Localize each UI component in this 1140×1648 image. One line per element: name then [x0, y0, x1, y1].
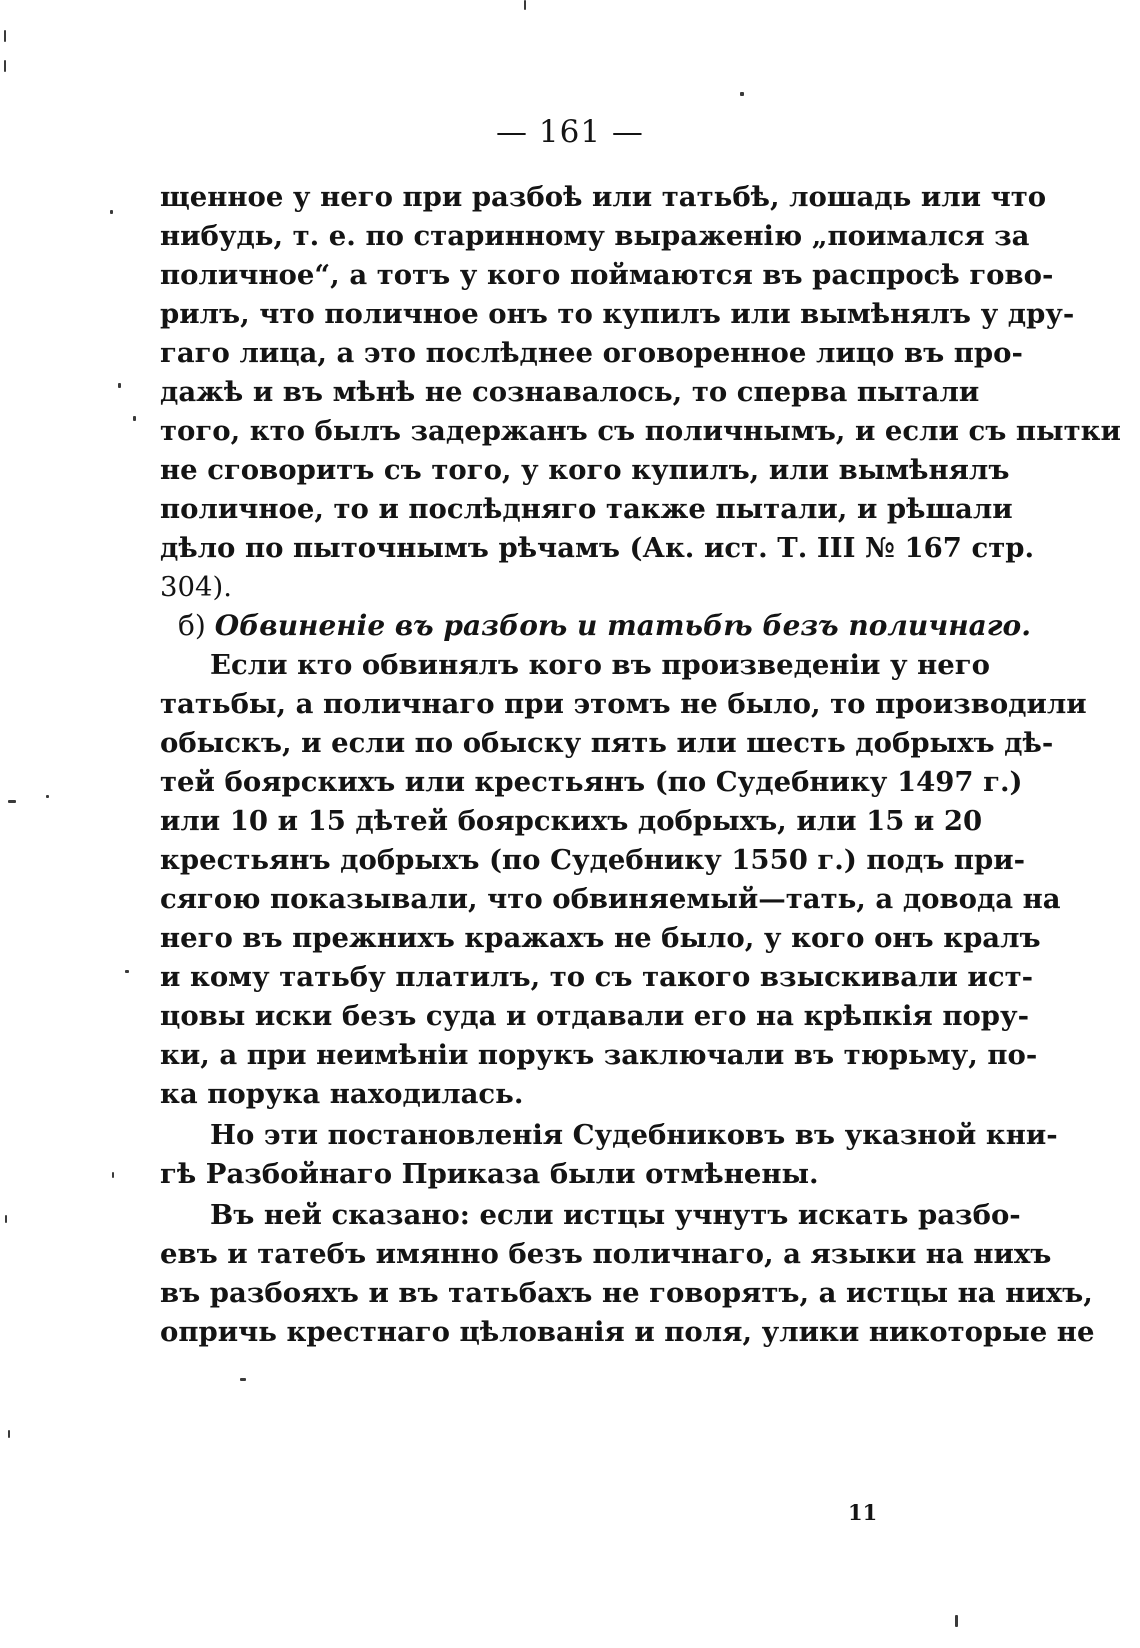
subheading-letter: б)	[178, 609, 206, 642]
scan-speck	[118, 383, 121, 388]
scan-speck	[112, 1172, 114, 1178]
text-line: щенное у него при разбоѣ или татьбѣ, лошадь или что	[160, 181, 1047, 213]
text-line: рилъ, что поличное онъ то купилъ или вымѣнялъ у дру-	[160, 298, 1075, 330]
scan-speck	[740, 92, 744, 96]
text-line: евъ и татебъ имянно безъ поличнаго, а языки на нихъ	[160, 1238, 1052, 1270]
scan-speck	[955, 1615, 958, 1627]
text-line: поличное, то и послѣдняго также пытали, и рѣшали	[160, 493, 1013, 525]
scan-speck	[46, 795, 49, 798]
scan-speck	[8, 800, 16, 803]
text-line: ка порука находилась.	[160, 1078, 524, 1110]
scan-speck	[110, 210, 113, 214]
section-subheading	[178, 605, 1031, 647]
text-line: не сговоритъ съ того, у кого купилъ, или вымѣнялъ	[160, 454, 1010, 486]
scan-speck	[5, 1215, 7, 1223]
text-line: крестьянъ добрыхъ (по Судебнику 1550 г.) подъ при-	[160, 844, 1026, 876]
scan-speck	[240, 1378, 246, 1381]
text-line: сягою показывали, что обвиняемый—тать, а довода на	[160, 883, 1061, 915]
text-line: гаго лица, а это послѣднее оговоренное лицо въ про-	[160, 337, 1023, 369]
text-line: поличное“, а тотъ у кого поймаются въ распросѣ гово-	[160, 259, 1054, 291]
text-line: и кому татьбу платилъ, то съ такого взыскивали ист-	[160, 961, 1034, 993]
scan-speck	[125, 970, 129, 973]
text-line: Если кто обвинялъ кого въ произведеніи у него	[210, 649, 990, 681]
text-line: опричь крестнаго цѣлованія и поля, улики никоторые не	[160, 1316, 1095, 1348]
page-number: — 161 —	[496, 114, 644, 150]
printer-signature-mark: 11	[848, 1500, 878, 1525]
text-line: дѣло по пыточнымъ рѣчамъ (Ак. ист. Т. III № 167 стр.	[160, 532, 1035, 564]
scan-speck	[524, 0, 526, 10]
text-line: 304).	[160, 571, 232, 603]
text-line: гѣ Разбойнаго Приказа были отмѣнены.	[160, 1158, 819, 1190]
scan-speck	[4, 60, 6, 72]
text-line: Но эти постановленія Судебниковъ въ указной кни-	[210, 1119, 1058, 1151]
text-line: обыскъ, и если по обыску пять или шесть добрыхъ дѣ-	[160, 727, 1054, 759]
text-line: татьбы, а поличнаго при этомъ не было, то производили	[160, 688, 1087, 720]
text-line: тей боярскихъ или крестьянъ (по Судебнику 1497 г.)	[160, 766, 1023, 798]
text-line: ки, а при неимѣніи порукъ заключали въ тюрьму, по-	[160, 1039, 1038, 1071]
text-line: дажѣ и въ мѣнѣ не сознавалось, то сперва пытали	[160, 376, 980, 408]
subheading-title: Обвиненіе въ разбоѣ и татьбѣ безъ поличнаго.	[214, 609, 1031, 642]
scan-speck	[4, 30, 6, 42]
text-line: нибудь, т. е. по старинному выраженію „поимался за	[160, 220, 1030, 252]
text-line: цовы иски безъ суда и отдавали его на крѣпкія пору-	[160, 1000, 1030, 1032]
scan-speck	[8, 1430, 10, 1438]
scan-speck	[133, 416, 136, 421]
text-line: Въ ней сказано: если истцы учнутъ искать разбо-	[210, 1199, 1021, 1231]
text-line: въ разбояхъ и въ татьбахъ не говорятъ, а истцы на нихъ,	[160, 1277, 1093, 1309]
text-line: или 10 и 15 дѣтей боярскихъ добрыхъ, или 15 и 20	[160, 805, 983, 837]
text-line: того, кто былъ задержанъ съ поличнымъ, и если съ пытки	[160, 415, 1121, 447]
text-line: него въ прежнихъ кражахъ не было, у кого онъ кралъ	[160, 922, 1041, 954]
